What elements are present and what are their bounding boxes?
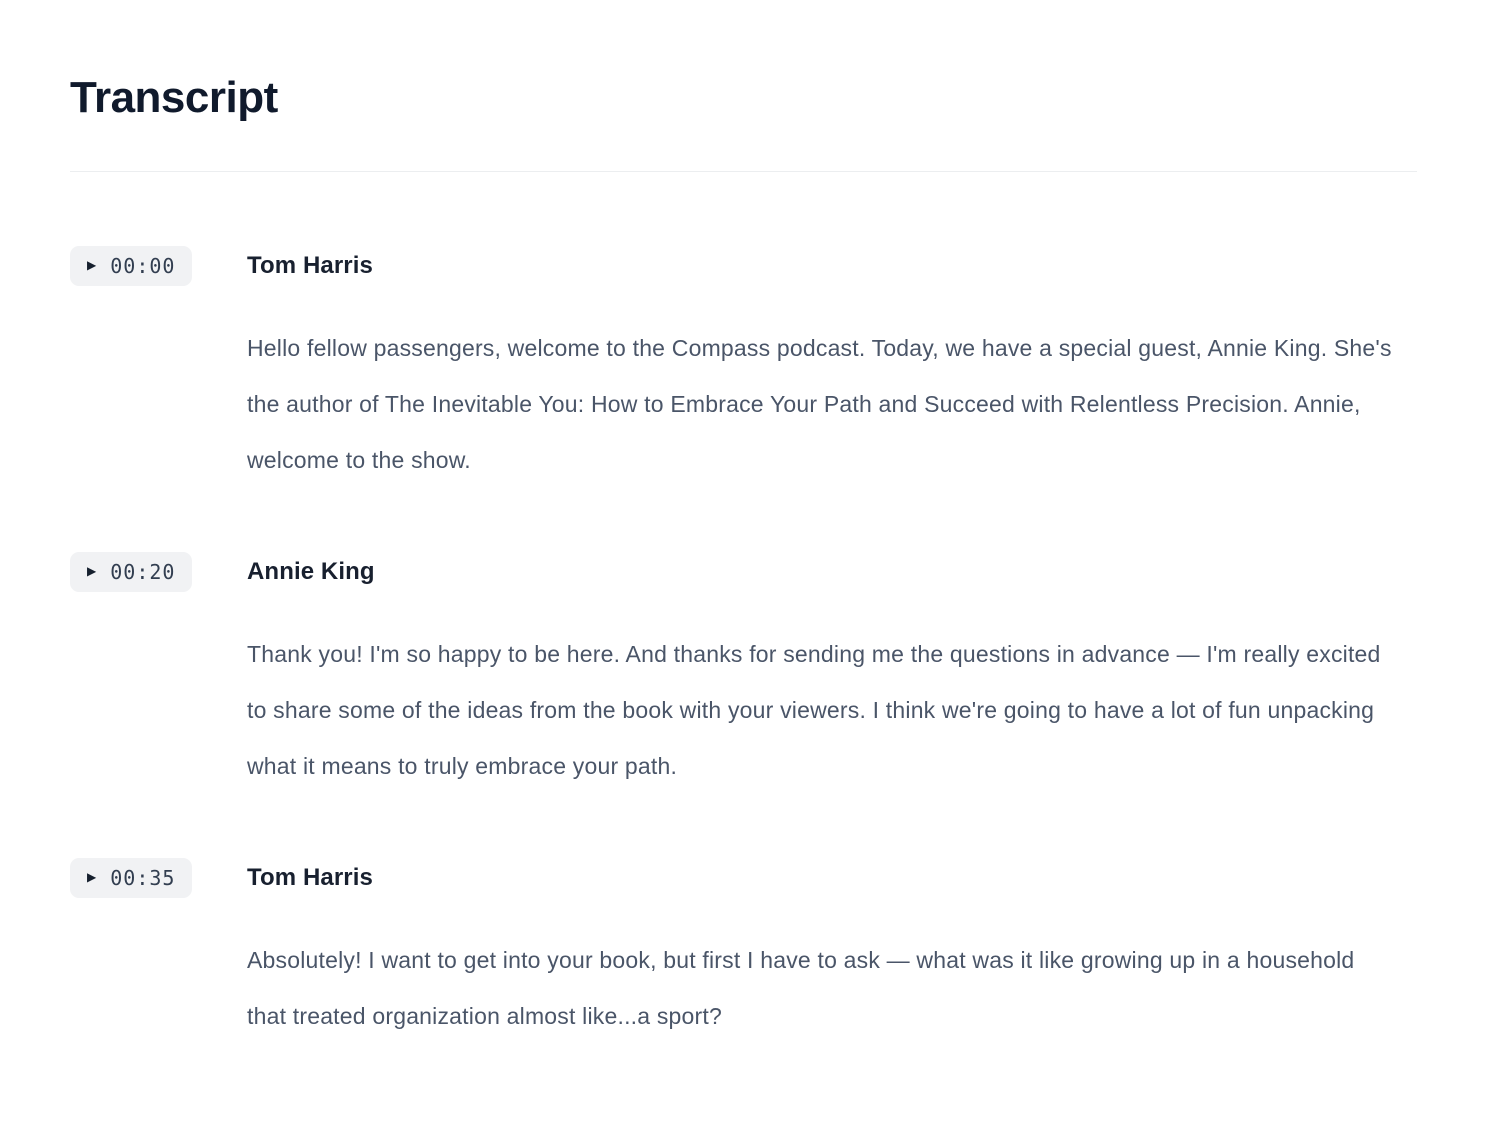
- speech-text: Hello fellow passengers, welcome to the Compass podcast. Today, we have a special guest, Annie King. She's the author of The Inevitable You: How to Embrace Your Path and Succeed with Relentless Precision. Annie, welcome to the show.: [247, 334, 1392, 473]
- entry-content: [247, 858, 1417, 1044]
- play-timestamp-button[interactable]: [70, 552, 192, 592]
- play-timestamp-button[interactable]: [70, 858, 192, 898]
- transcript-entry: [70, 858, 1417, 1044]
- timestamp-label: 00:00: [110, 253, 176, 278]
- speaker-name: Annie King: [247, 557, 375, 585]
- transcript-entries: [70, 246, 1417, 1044]
- timestamp-label: 00:35: [110, 865, 176, 890]
- title-divider: [70, 171, 1417, 172]
- entry-content: [247, 246, 1417, 488]
- speaker-name: Tom Harris: [247, 863, 373, 891]
- speaker-name: Tom Harris: [247, 251, 373, 279]
- speech-text: Absolutely! I want to get into your book, but first I have to ask — what was it like growing up in a household that treated organization almost like...a sport?: [247, 946, 1355, 1029]
- play-icon: ▶: [87, 869, 97, 884]
- entry-content: [247, 552, 1417, 794]
- entry-timestamp-column: [70, 552, 247, 592]
- timestamp-label: 00:20: [110, 559, 176, 584]
- entry-timestamp-column: [70, 246, 247, 286]
- page-title: Transcript: [70, 73, 278, 122]
- entry-timestamp-column: [70, 858, 247, 898]
- play-timestamp-button[interactable]: [70, 246, 192, 286]
- speech-text: Thank you! I'm so happy to be here. And thanks for sending me the questions in advance — I'm really excited to share some of the ideas from the book with your viewers. I think we're going to have a lot of fun unpacking what it means to truly embrace your path.: [247, 640, 1381, 779]
- play-icon: ▶: [87, 563, 97, 578]
- transcript-entry: [70, 246, 1417, 488]
- play-icon: ▶: [87, 257, 97, 272]
- transcript-entry: [70, 552, 1417, 794]
